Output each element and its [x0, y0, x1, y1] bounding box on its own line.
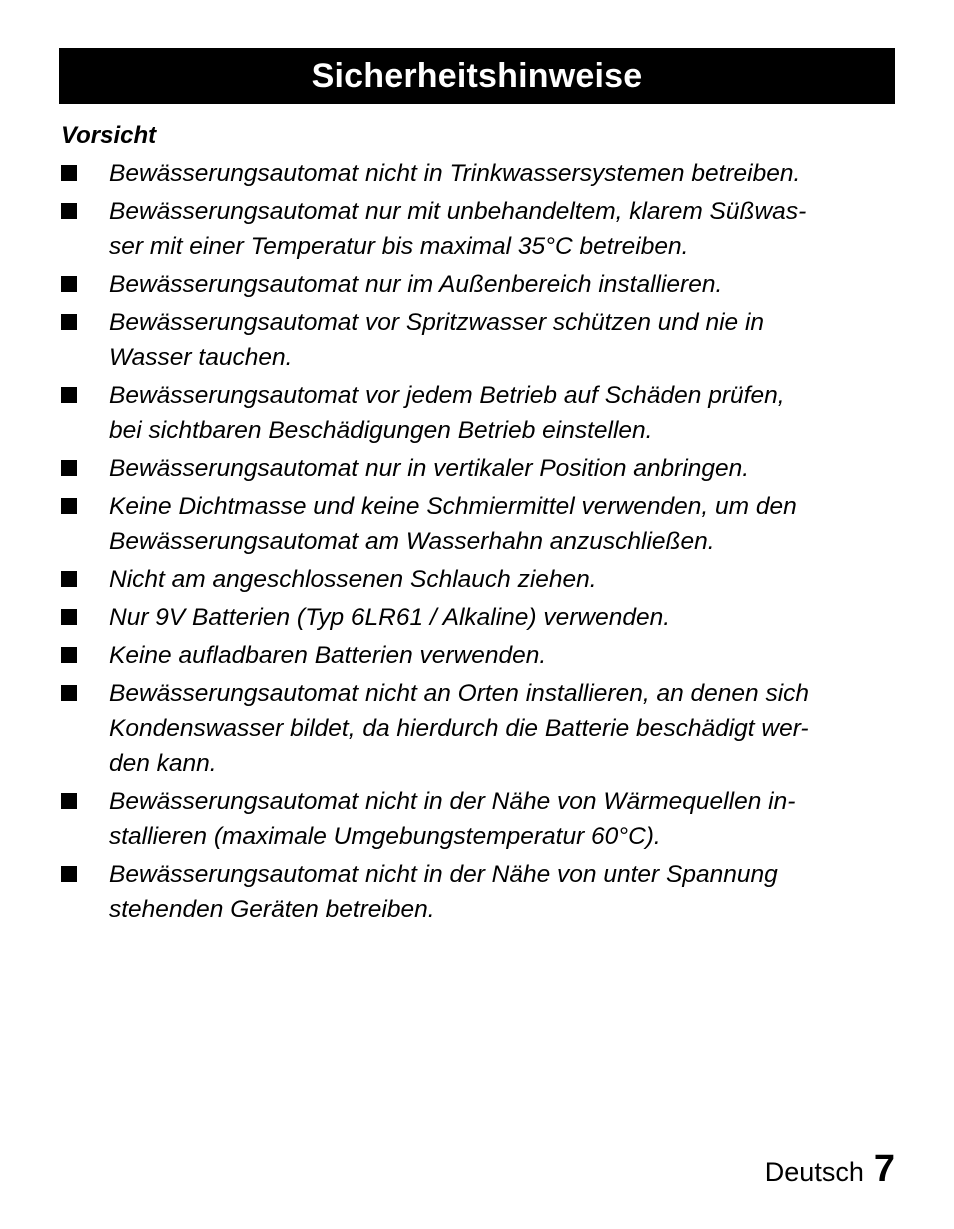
page-number: 7: [873, 1148, 895, 1190]
page-footer: [765, 1148, 895, 1191]
list-item: [61, 451, 897, 486]
list-item-text: Bewässerungsautomat vor jedem Betrieb auf Schäden prüfen, bei sichtbaren Beschädigungen Betrieb einstellen.: [109, 382, 785, 444]
list-item-text: Bewässerungsautomat nicht an Orten installieren, an denen sich Kondenswasser bildet, da hierdurch die Batterie beschädigt wer- den kann.: [109, 680, 810, 777]
square-bullet-icon: [61, 460, 77, 476]
list-item: [61, 378, 897, 448]
square-bullet-icon: [61, 165, 77, 181]
list-item-text: Keine Dichtmasse und keine Schmiermittel verwenden, um den Bewässerungsautomat am Wasserhahn anzuschließen.: [109, 493, 797, 555]
square-bullet-icon: [61, 498, 77, 514]
list-item: [61, 600, 897, 635]
square-bullet-icon: [61, 276, 77, 292]
title-bar: [59, 48, 895, 104]
list-item: [61, 305, 897, 375]
square-bullet-icon: [61, 203, 77, 219]
safety-list: [61, 156, 897, 930]
square-bullet-icon: [61, 609, 77, 625]
list-item: [61, 857, 897, 927]
square-bullet-icon: [61, 793, 77, 809]
square-bullet-icon: [61, 571, 77, 587]
list-item: [61, 638, 897, 673]
list-item-text: Bewässerungsautomat nicht in Trinkwassersystemen betreiben.: [109, 160, 801, 187]
list-item-text: Bewässerungsautomat nicht in der Nähe von Wärmequellen in- stallieren (maximale Umgebungstemperatur 60°C).: [109, 788, 796, 850]
list-item: [61, 489, 897, 559]
list-item: [61, 267, 897, 302]
list-item-text: Keine aufladbaren Batterien verwenden.: [109, 642, 547, 669]
page-title: Sicherheitshinweise: [311, 57, 643, 95]
list-item-text: Bewässerungsautomat nur mit unbehandeltem, klarem Süßwas- ser mit einer Temperatur bis maximal 35°C betreiben.: [109, 198, 807, 260]
list-item: [61, 562, 897, 597]
list-item: [61, 194, 897, 264]
section-heading: Vorsicht: [61, 122, 157, 149]
square-bullet-icon: [61, 685, 77, 701]
square-bullet-icon: [61, 314, 77, 330]
footer-language: Deutsch: [764, 1157, 864, 1187]
list-item-text: Bewässerungsautomat nur im Außenbereich installieren.: [109, 271, 723, 298]
list-item: [61, 676, 897, 781]
list-item-text: Nur 9V Batterien (Typ 6LR61 / Alkaline) verwenden.: [109, 604, 671, 631]
square-bullet-icon: [61, 387, 77, 403]
square-bullet-icon: [61, 866, 77, 882]
list-item-text: Bewässerungsautomat nicht in der Nähe von unter Spannung stehenden Geräten betreiben.: [109, 861, 778, 923]
list-item: [61, 156, 897, 191]
list-item-text: Nicht am angeschlossenen Schlauch ziehen.: [109, 566, 597, 593]
list-item: [61, 784, 897, 854]
square-bullet-icon: [61, 647, 77, 663]
list-item-text: Bewässerungsautomat vor Spritzwasser schützen und nie in Wasser tauchen.: [109, 309, 765, 371]
list-item-text: Bewässerungsautomat nur in vertikaler Position anbringen.: [109, 455, 750, 482]
